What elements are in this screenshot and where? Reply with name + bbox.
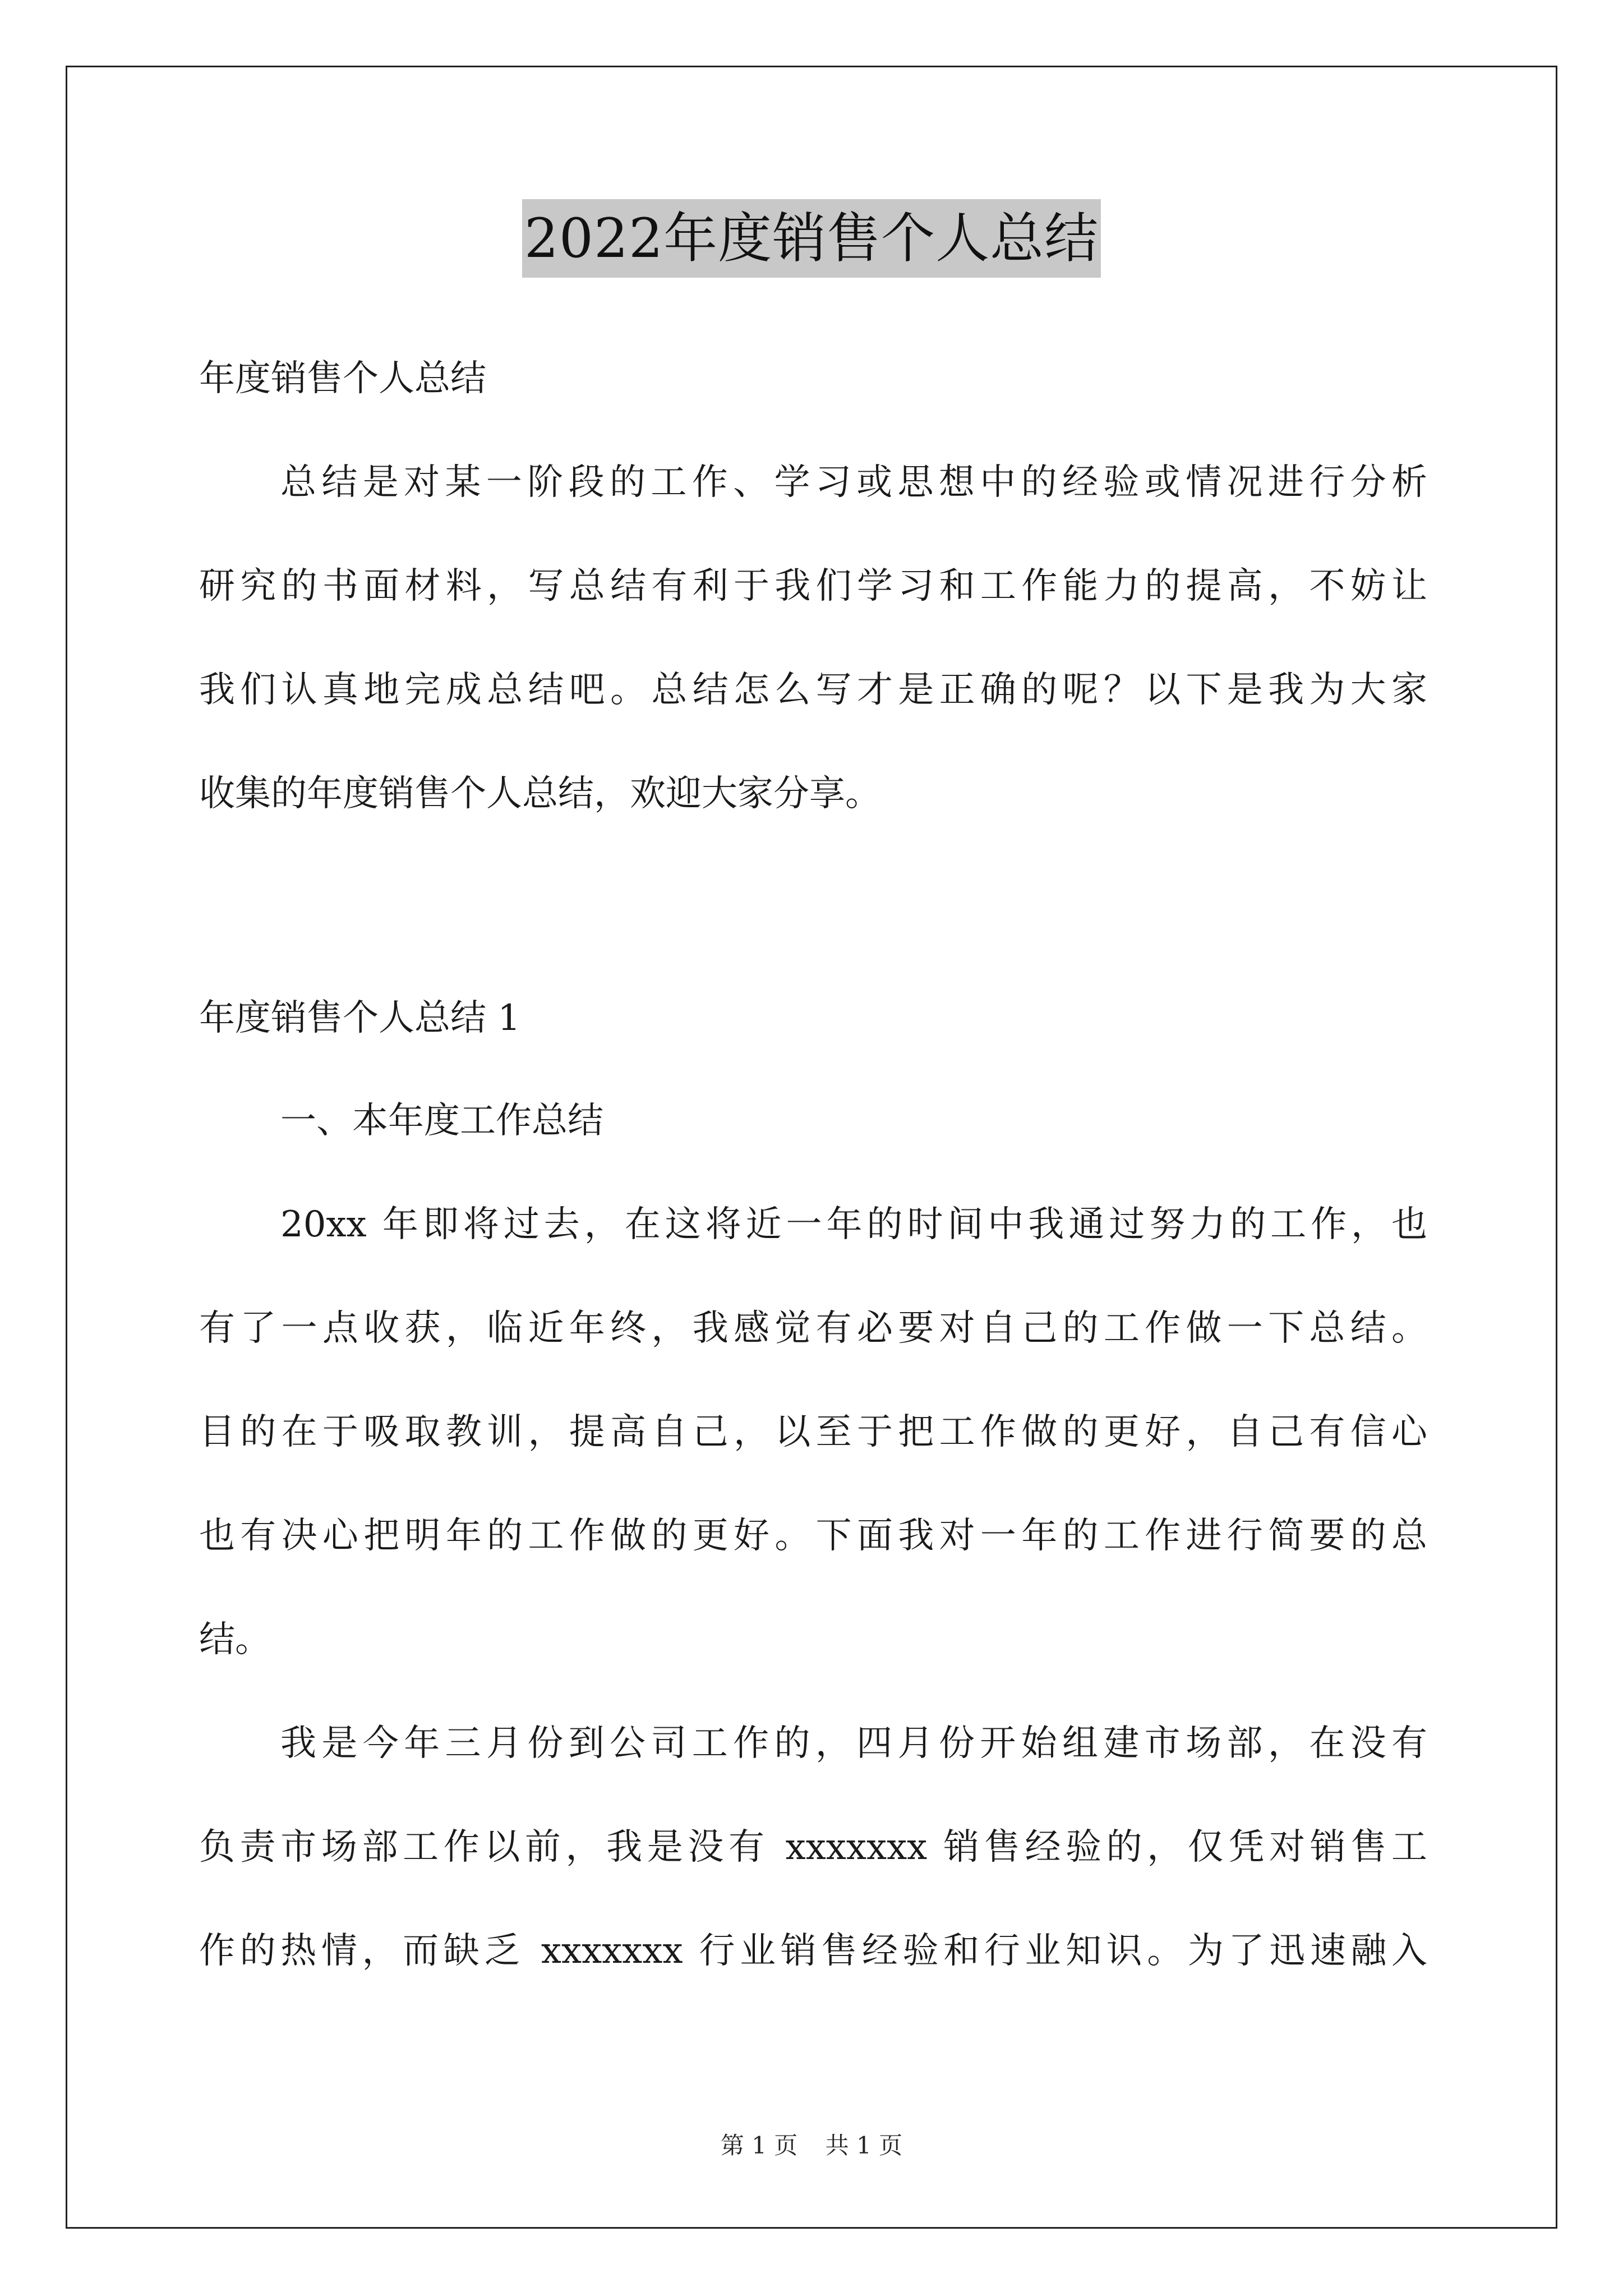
page-total: 共 1 页 [825, 2132, 903, 2159]
document-subtitle: 年度销售个人总结 [199, 358, 486, 399]
page-number: 第 1 页 [720, 2132, 798, 2159]
paragraph-line: 结。 [199, 1619, 271, 1660]
intro-line: 我们认真地完成总结吧。总结怎么写才是正确的呢？以下是我为大家 [199, 669, 1427, 711]
paragraph-line: 有了一点收获，临近年终，我感觉有必要对自己的工作做一下总结。 [199, 1308, 1427, 1349]
intro-line: 研究的书面材料，写总结有利于我们学习和工作能力的提高，不妨让 [199, 565, 1427, 607]
intro-line: 收集的年度销售个人总结，欢迎大家分享。 [199, 773, 881, 815]
page-footer [0, 2129, 1623, 2162]
section-title: 年度销售个人总结 1 [199, 997, 521, 1039]
section-heading: 一、本年度工作总结 [280, 1100, 603, 1142]
paragraph-line: 作的热情，而缺乏 xxxxxxx 行业销售经验和行业知识。为了迅速融入 [199, 1930, 1427, 1972]
paragraph-line: 20xx 年即将过去，在这将近一年的时间中我通过努力的工作，也 [280, 1204, 1427, 1245]
document-title: 2022年度销售个人总结 [522, 199, 1101, 278]
paragraph-line: 目的在于吸取教训，提高自己，以至于把工作做的更好，自己有信心 [199, 1411, 1427, 1453]
paragraph-line: 负责市场部工作以前，我是没有 xxxxxxx 销售经验的，仅凭对销售工 [199, 1826, 1427, 1868]
intro-line: 总结是对某一阶段的工作、学习或思想中的经验或情况进行分析 [280, 462, 1427, 503]
title-wrap [0, 199, 1623, 278]
paragraph-line: 我是今年三月份到公司工作的，四月份开始组建市场部，在没有 [280, 1723, 1427, 1764]
paragraph-line: 也有决心把明年的工作做的更好。下面我对一年的工作进行简要的总 [199, 1515, 1427, 1557]
